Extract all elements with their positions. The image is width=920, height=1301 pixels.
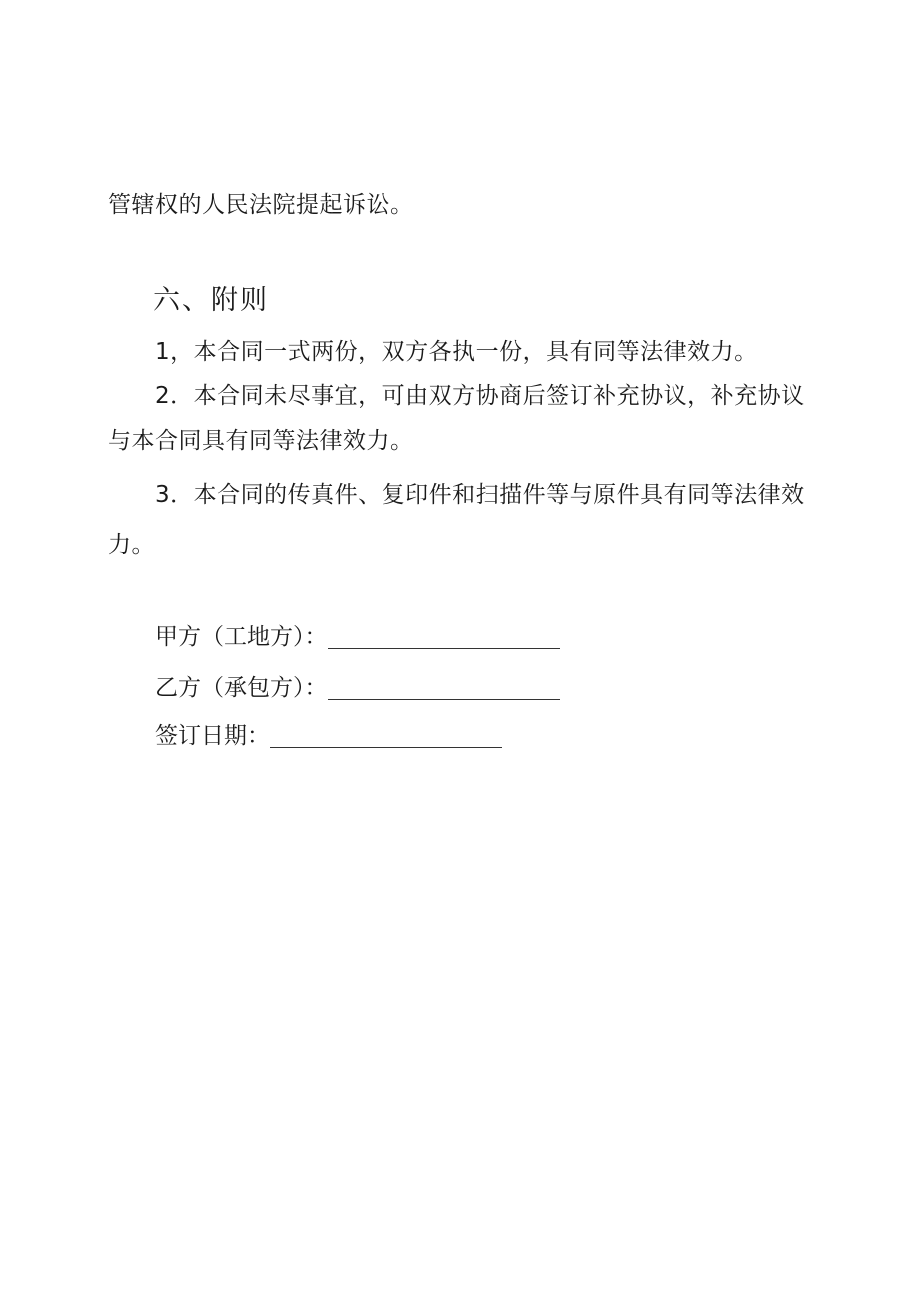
clause-2-line-2: 与本合同具有同等法律效力。 — [108, 428, 414, 454]
party-a-label: 甲方（工地方）： — [155, 624, 328, 650]
party-a-signature-blank[interactable] — [328, 622, 560, 649]
clause-3-line-2: 力。 — [108, 532, 155, 558]
sign-date-row — [155, 719, 502, 751]
sign-date-blank[interactable] — [270, 721, 502, 748]
sign-date-label: 签订日期： — [155, 723, 270, 749]
party-a-signature-row — [155, 620, 560, 652]
party-b-signature-blank[interactable] — [328, 673, 560, 700]
section-heading: 六、附则 — [153, 285, 269, 316]
party-b-signature-row — [155, 671, 560, 703]
party-b-label: 乙方（承包方）： — [155, 675, 328, 701]
continuation-text: 管辖权的人民法院提起诉讼。 — [108, 192, 414, 218]
clause-2-line-1: 2．本合同未尽事宜，可由双方协商后签订补充协议，补充协议 — [155, 383, 805, 409]
clause-3-line-1: 3．本合同的传真件、复印件和扫描件等与原件具有同等法律效 — [155, 482, 805, 508]
clause-1: 1，本合同一式两份，双方各执一份，具有同等法律效力。 — [155, 339, 758, 365]
